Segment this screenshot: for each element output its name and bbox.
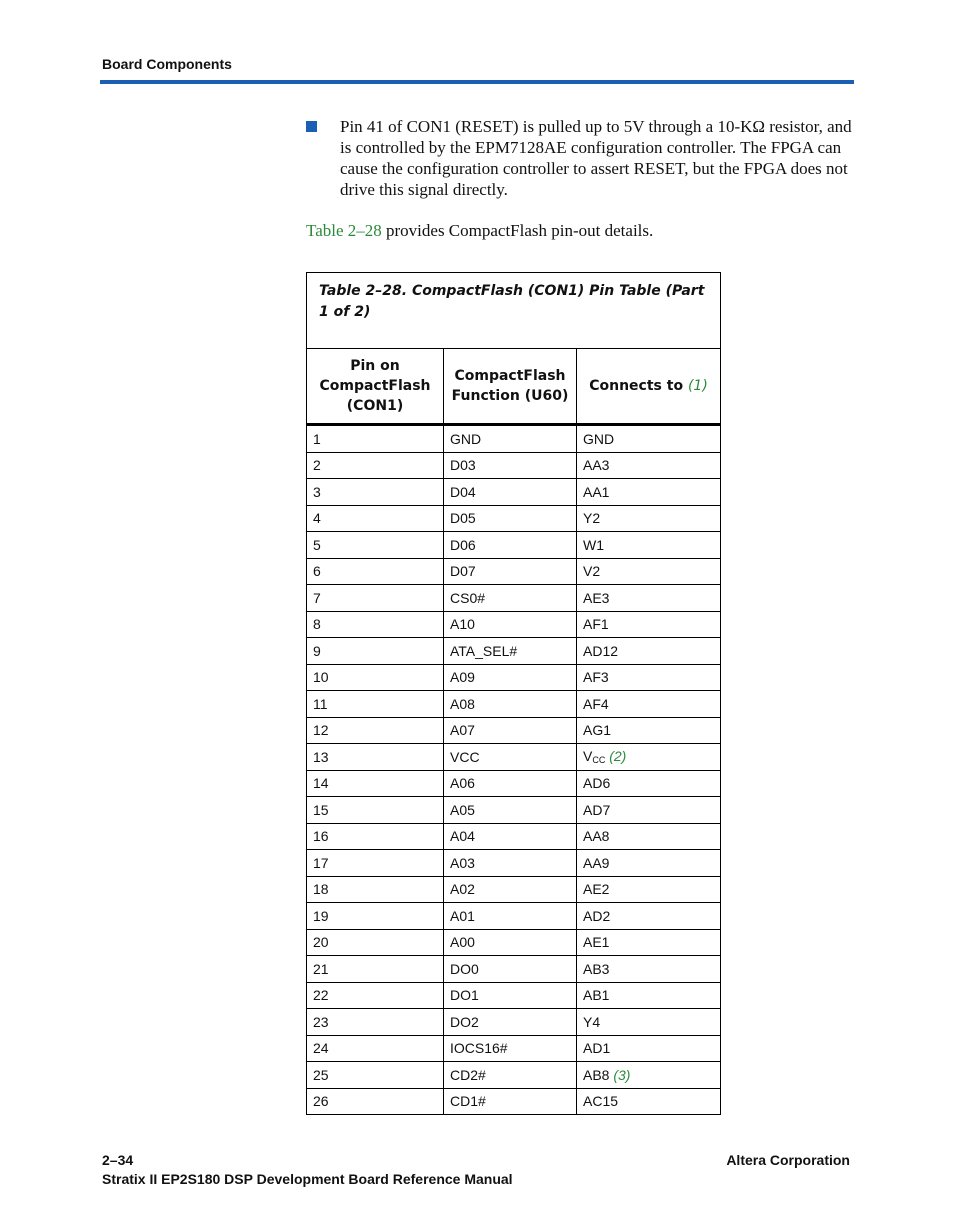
connects-cell	[577, 717, 721, 744]
connects-cell	[577, 744, 721, 771]
connects-value: AA9	[583, 854, 610, 871]
connects-cell	[577, 558, 721, 585]
table-row	[307, 638, 721, 665]
connects-cell	[577, 850, 721, 877]
table-row	[307, 850, 721, 877]
connects-value: GND	[583, 430, 615, 447]
connects-cell	[577, 982, 721, 1009]
function-cell: A09	[444, 664, 577, 691]
connects-cell	[577, 903, 721, 930]
connects-cell	[577, 532, 721, 559]
table-row	[307, 876, 721, 903]
connects-cell	[577, 1088, 721, 1115]
table-row	[307, 744, 721, 771]
connects-cell	[577, 452, 721, 479]
pin-cell: 13	[307, 744, 444, 771]
function-cell: D04	[444, 479, 577, 506]
function-cell: A01	[444, 903, 577, 930]
function-cell: D03	[444, 452, 577, 479]
connects-cell	[577, 823, 721, 850]
function-cell: DO1	[444, 982, 577, 1009]
connects-value: AE3	[583, 589, 610, 606]
pin-cell: 15	[307, 797, 444, 824]
table-row	[307, 1062, 721, 1089]
connects-value: AA3	[583, 457, 610, 474]
function-cell: A00	[444, 929, 577, 956]
connects-value: W1	[583, 536, 604, 553]
pin-cell: 2	[307, 452, 444, 479]
table-row	[307, 611, 721, 638]
connects-value: AB1	[583, 987, 610, 1004]
pin-cell: 1	[307, 425, 444, 453]
connects-value: AD12	[583, 642, 619, 659]
connects-value: AD2	[583, 907, 611, 924]
table-row	[307, 425, 721, 453]
connects-cell	[577, 638, 721, 665]
function-cell: D07	[444, 558, 577, 585]
page-number: 2–34	[102, 1152, 134, 1168]
pin-cell: 21	[307, 956, 444, 983]
function-cell: A07	[444, 717, 577, 744]
connects-value: AB3	[583, 960, 610, 977]
pin-cell: 20	[307, 929, 444, 956]
connects-value: AF3	[583, 669, 609, 686]
pin-cell: 23	[307, 1009, 444, 1036]
connects-cell	[577, 479, 721, 506]
table-link[interactable]: Table 2–28	[306, 221, 382, 240]
pin-cell: 17	[307, 850, 444, 877]
table-row	[307, 717, 721, 744]
footer-company: Altera Corporation	[726, 1152, 850, 1168]
pin-cell: 11	[307, 691, 444, 718]
pin-cell: 24	[307, 1035, 444, 1062]
connects-cell	[577, 1035, 721, 1062]
pin-cell: 26	[307, 1088, 444, 1115]
connects-value: Y2	[583, 510, 601, 527]
table-row	[307, 691, 721, 718]
pin-cell: 9	[307, 638, 444, 665]
connects-value: AG1	[583, 722, 612, 739]
table-row	[307, 797, 721, 824]
connects-cell	[577, 664, 721, 691]
connects-value: AD6	[583, 775, 611, 792]
function-cell: D06	[444, 532, 577, 559]
function-cell: A02	[444, 876, 577, 903]
connects-value: AE2	[583, 881, 610, 898]
connects-value: V2	[583, 563, 601, 580]
connects-cell	[577, 691, 721, 718]
table-row	[307, 1035, 721, 1062]
table-row	[307, 585, 721, 612]
table-row	[307, 770, 721, 797]
connects-value: AA1	[583, 483, 610, 500]
pin-cell: 6	[307, 558, 444, 585]
function-cell: DO0	[444, 956, 577, 983]
running-header: Board Components	[102, 56, 232, 72]
footnote-link[interactable]: (3)	[613, 1066, 631, 1083]
pin-cell: 8	[307, 611, 444, 638]
table-row	[307, 823, 721, 850]
connects-cell	[577, 505, 721, 532]
pin-cell: 3	[307, 479, 444, 506]
connects-value: AB8	[583, 1066, 610, 1083]
connects-cell	[577, 1062, 721, 1089]
pin-cell: 10	[307, 664, 444, 691]
connects-value: AE1	[583, 934, 610, 951]
pin-cell: 22	[307, 982, 444, 1009]
function-cell: A06	[444, 770, 577, 797]
table-row	[307, 982, 721, 1009]
pin-cell: 14	[307, 770, 444, 797]
function-cell: ATA_SEL#	[444, 638, 577, 665]
function-cell: VCC	[444, 744, 577, 771]
connects-cell	[577, 585, 721, 612]
connects-value: V	[583, 748, 593, 765]
function-cell: A04	[444, 823, 577, 850]
connects-value: AD1	[583, 1040, 611, 1057]
table-row	[307, 664, 721, 691]
function-cell: CD1#	[444, 1088, 577, 1115]
bullet-paragraph: Pin 41 of CON1 (RESET) is pulled up to 5V through a 10-KΩ resistor, and is controlled by the EPM7128AE configuration controller. The FPGA can cause the configuration controller to assert RESET, but the FPGA does not drive this signal directly.	[340, 117, 852, 199]
table-row	[307, 505, 721, 532]
function-cell: CD2#	[444, 1062, 577, 1089]
table-row	[307, 452, 721, 479]
connects-cell	[577, 425, 721, 453]
function-cell: A10	[444, 611, 577, 638]
connects-value: AD7	[583, 801, 611, 818]
pin-cell: 7	[307, 585, 444, 612]
footnote-link[interactable]: (2)	[609, 748, 627, 765]
table-row	[307, 1088, 721, 1115]
pin-cell: 18	[307, 876, 444, 903]
header-connects	[577, 349, 721, 425]
table-row	[307, 532, 721, 559]
pin-table	[306, 272, 721, 1115]
connects-cell	[577, 929, 721, 956]
function-cell: GND	[444, 425, 577, 453]
table-row	[307, 929, 721, 956]
table-row	[307, 558, 721, 585]
table-row	[307, 479, 721, 506]
connects-value: AF4	[583, 695, 609, 712]
function-cell: CS0#	[444, 585, 577, 612]
connects-cell	[577, 1009, 721, 1036]
pin-cell: 25	[307, 1062, 444, 1089]
connects-value: AA8	[583, 828, 610, 845]
header-connects-label: Connects to	[589, 378, 688, 394]
connects-value: AC15	[583, 1093, 619, 1110]
function-cell: IOCS16#	[444, 1035, 577, 1062]
connects-cell	[577, 770, 721, 797]
connects-cell	[577, 611, 721, 638]
connects-cell	[577, 797, 721, 824]
connects-value: AF1	[583, 616, 609, 633]
table-caption: Table 2–28. CompactFlash (CON1) Pin Table (Part 1 of 2)	[307, 273, 721, 349]
table-row	[307, 903, 721, 930]
pin-cell: 12	[307, 717, 444, 744]
pin-cell: 19	[307, 903, 444, 930]
manual-title: Stratix II EP2S180 DSP Development Board Reference Manual	[102, 1171, 513, 1187]
intro-paragraph	[306, 220, 846, 241]
function-cell: A03	[444, 850, 577, 877]
header-pin: Pin on CompactFlash (CON1)	[307, 349, 444, 425]
connects-cell	[577, 876, 721, 903]
header-function: CompactFlash Function (U60)	[444, 349, 577, 425]
intro-text: provides CompactFlash pin-out details.	[381, 221, 654, 240]
function-cell: D05	[444, 505, 577, 532]
footer-left	[102, 1151, 513, 1189]
pin-cell: 16	[307, 823, 444, 850]
connects-value: Y4	[583, 1013, 601, 1030]
header-rule	[100, 80, 854, 84]
table-row	[307, 956, 721, 983]
table-row	[307, 1009, 721, 1036]
connects-subscript: CC	[592, 755, 606, 766]
function-cell: A05	[444, 797, 577, 824]
function-cell: A08	[444, 691, 577, 718]
pin-cell: 4	[307, 505, 444, 532]
bullet-square-icon	[306, 121, 317, 132]
function-cell: DO2	[444, 1009, 577, 1036]
header-connects-note[interactable]: (1)	[687, 378, 708, 394]
pin-cell: 5	[307, 532, 444, 559]
connects-cell	[577, 956, 721, 983]
